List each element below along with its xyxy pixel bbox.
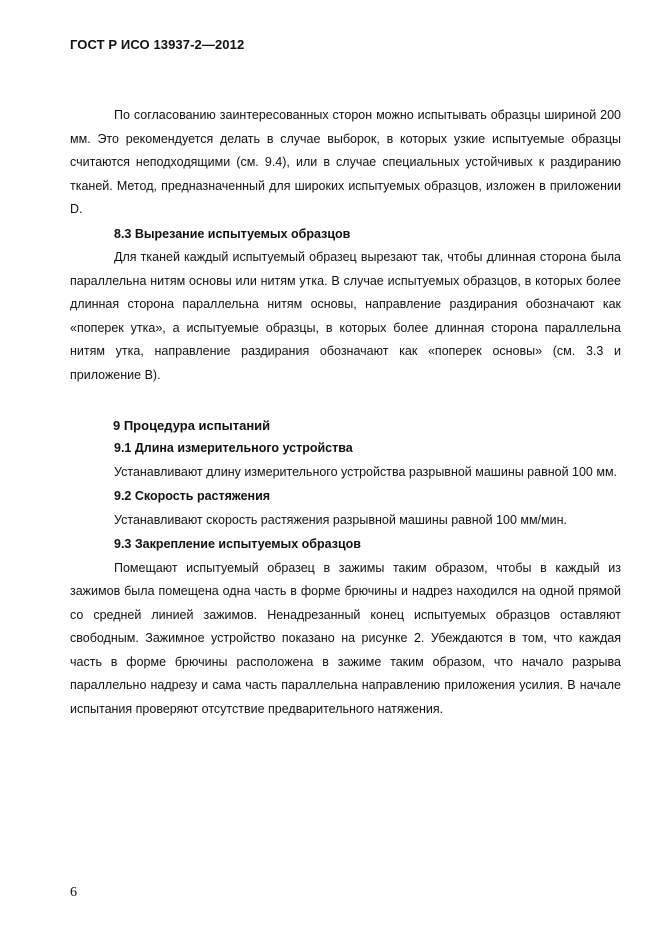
section-8-3-paragraph: Для тканей каждый испытуемый образец вырезают так, чтобы длинная сторона была параллельна нитям основы или нитям утка. В случае испытуемых образцов, в которых более длинная сторона параллельна нитям основы, направление раздирания обозначают как «поперек утка», а испытуемые образцы, в которых более длинная сторона параллельна нитям утка, направление раздирания обозначают как «поперек основы» (см. 3.3 и приложение В). [70,250,621,382]
section-9-2-paragraph: Устанавливают скорость растяжения разрывной машины равной 100 мм/мин. [114,512,567,527]
section-9-3-paragraph: Помещают испытуемый образец в зажимы таким образом, чтобы в каждый из зажимов была помещена одна часть в форме брючины и надрез находился на одной прямой со средней линией зажимов. Ненадрезанный конец испытуемых образцов оставляют свободным. Зажимное устройство показано на рисунке 2. Убеждаются в том, что каждая часть в форме брючины расположена в зажиме таким образом, что начало разрыва параллельно надрезу и сама часть параллельна направлению приложения усилия. В начале испытания проверяют отсутствие предварительного натяжения. [70,560,621,716]
section-9-1-paragraph: Устанавливают длину измерительного устройства разрывной машины равной 100 мм. [114,464,618,479]
section-9-3-heading: 9.3 Закрепление испытуемых образцов [114,537,361,551]
page-content [70,104,621,721]
page-number: 6 [70,885,77,900]
document-header: ГОСТ Р ИСО 13937-2—2012 [70,37,245,52]
section-9-2-heading: 9.2 Скорость растяжения [114,489,271,503]
section-9-1-heading: 9.1 Длина измерительного устройства [114,441,353,455]
section-9-heading: 9 Процедура испытаний [113,418,271,433]
section-8-3-heading: 8.3 Вырезание испытуемых образцов [114,226,351,241]
intro-paragraph: По согласованию заинтересованных сторон можно испытывать образцы шириной 200 мм. Это рекомендуется делать в случае выборок, в которых узкие испытуемые образцы считаются неподходящими (см. 9.4), или в случае специальных устойчивых к раздиранию тканей. Метод, предназначенный для широких испытуемых образцов, изложен в приложении D. [70,108,621,216]
